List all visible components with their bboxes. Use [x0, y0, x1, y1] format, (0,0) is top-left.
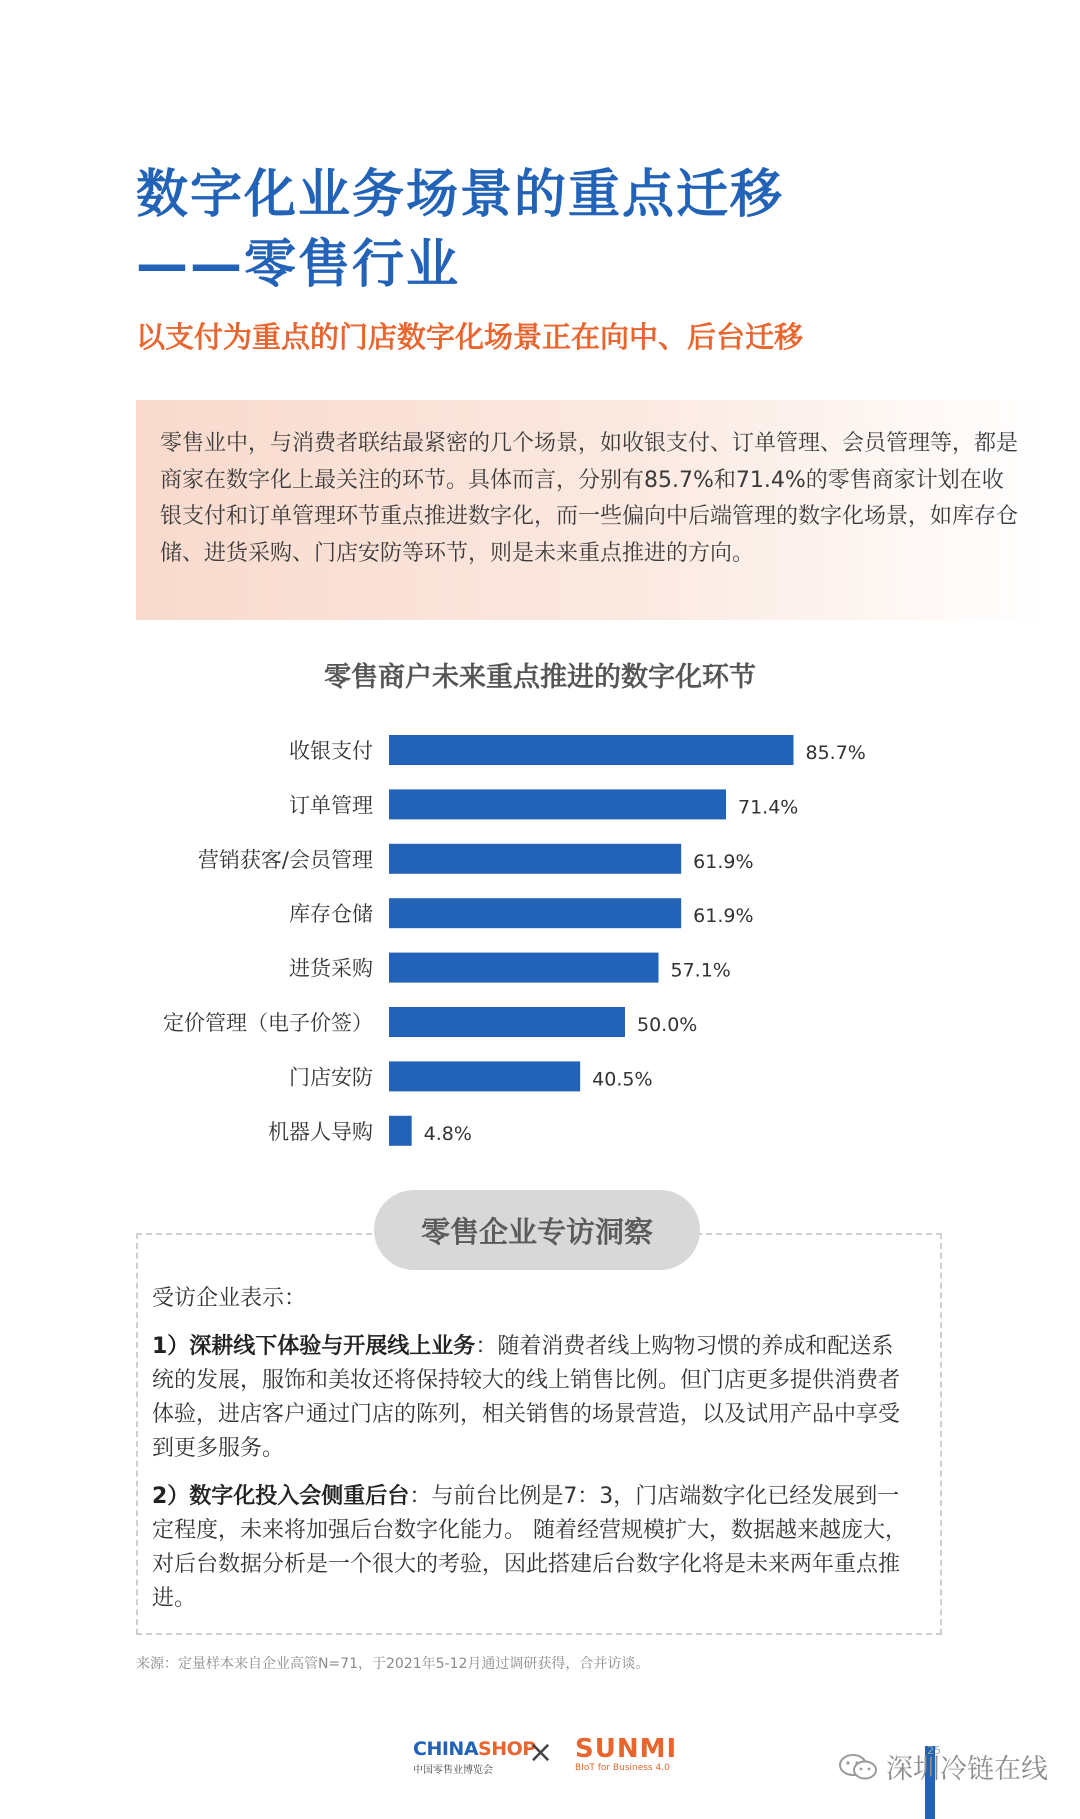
bar — [389, 898, 681, 928]
interview-point-1 — [152, 1330, 912, 1466]
watermark — [838, 1747, 1048, 1786]
value-label: 4.8% — [423, 1122, 472, 1145]
sunmi-logo — [575, 1735, 677, 1773]
category-label: 门店安防 — [289, 1065, 373, 1090]
bar — [389, 789, 726, 819]
wechat-icon — [838, 1752, 878, 1782]
interview-point-2-title: 2）数字化投入会侧重后台 — [152, 1484, 410, 1509]
chinashop-logo-sub: 中国零售业博览会 — [413, 1765, 493, 1776]
page-subtitle: 以支付为重点的门店数字化场景正在向中、后台迁移 — [136, 320, 804, 354]
interview-intro: 受访企业表示： — [152, 1286, 307, 1311]
value-label: 61.9% — [693, 850, 754, 873]
category-label: 营销获客/会员管理 — [197, 847, 373, 872]
chinashop-logo-part2: SHOP — [478, 1738, 536, 1760]
interview-point-2-text: ：与前台比例是7：3，门店端数字化已经发展到一定程度，未来将加强后台数字化能力。 随着经营规模扩大，数据越来越庞大，对后台数据分析是一个很大的考验，因此搭建后台数字化将是未来两年重点推进。 — [152, 1484, 907, 1611]
category-label: 进货采购 — [289, 956, 373, 981]
chinashop-logo — [413, 1738, 536, 1776]
bar — [389, 1061, 580, 1091]
page-title-line1: 数字化业务场景的重点迁移 — [136, 165, 785, 225]
category-label: 机器人导购 — [268, 1119, 373, 1144]
bar — [389, 735, 794, 765]
bar — [389, 844, 681, 874]
category-label: 收银支付 — [289, 739, 373, 763]
value-label: 50.0% — [637, 1014, 698, 1036]
chart-title: 零售商户未来重点推进的数字化环节 — [324, 662, 756, 693]
chinashop-logo-part1: CHINA — [413, 1738, 479, 1760]
page-title-line2: ——零售行业 — [136, 235, 461, 295]
intro-box — [136, 400, 1050, 620]
intro-text: 零售业中，与消费者联结最紧密的几个场景，如收银支付、订单管理、会员管理等，都是商家在数字化上最关注的环节。具体而言，分别有85.7%和71.4%的零售商家计划在收银支付和订单管理环节重点推进数字化，而一些偏向中后端管理的数字化场景，如库存仓储、进货采购、门店安防等环节，则是未来重点推进的方向。 — [160, 431, 1019, 566]
category-label: 订单管理 — [289, 793, 373, 818]
interview-point-1-text: ：随着消费者线上购物习惯的养成和配送系统的发展，服饰和美妆还将保持较大的线上销售比例。但门店更多提供消费者体验，进店客户通过门店的陈列，相关销售的场景营造，以及试用产品中享受到更多服务。 — [152, 1334, 901, 1461]
interview-pill-label: 零售企业专访洞察 — [374, 1190, 700, 1270]
page-number: 25 — [927, 1744, 941, 1757]
times-icon: × — [528, 1735, 554, 1770]
value-label: 57.1% — [670, 959, 731, 982]
bar — [389, 953, 659, 983]
category-label: 库存仓储 — [289, 902, 373, 927]
interview-point-2 — [152, 1480, 912, 1616]
page-title — [136, 160, 784, 300]
value-label: 40.5% — [592, 1068, 653, 1091]
source-note: 来源：定量样本来自企业高管N=71，于2021年5-12月通过调研获得，合并访谈。 — [136, 1656, 650, 1672]
value-label: 71.4% — [738, 796, 799, 819]
interview-body — [152, 1282, 912, 1630]
category-label: 定价管理（电子价签） — [163, 1011, 373, 1035]
value-label: 61.9% — [693, 905, 754, 928]
value-label: 85.7% — [805, 742, 866, 764]
watermark-text: 深圳冷链在线 — [886, 1754, 1048, 1785]
bar — [389, 1007, 625, 1037]
interview-point-1-title: 1）深耕线下体验与开展线上业务 — [152, 1334, 476, 1359]
sunmi-logo-sub: BIoT for Business 4.0 — [575, 1763, 670, 1773]
bar-chart — [0, 720, 1080, 1160]
sunmi-logo-text: SUNMI — [575, 1734, 678, 1764]
bar — [389, 1116, 412, 1146]
